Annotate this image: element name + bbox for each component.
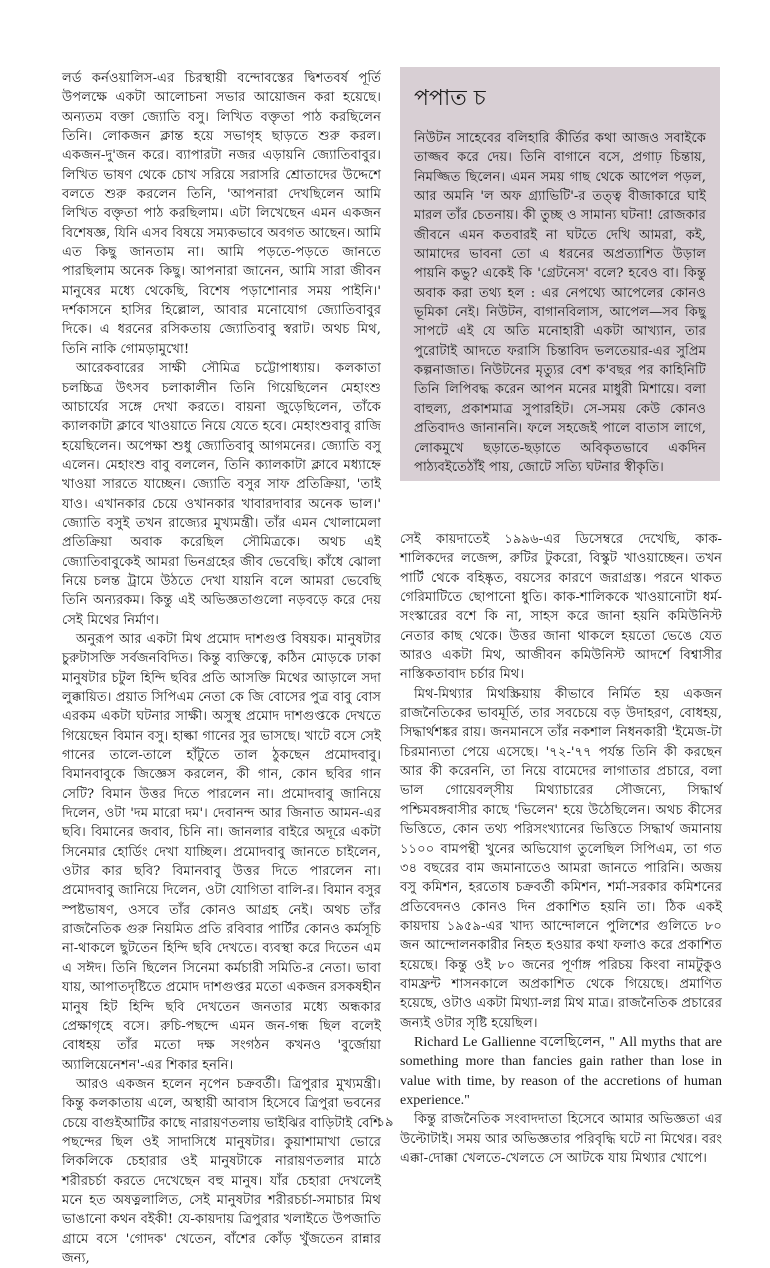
sidebar-box [400, 67, 720, 481]
sidebar-body: নিউটন সাহেবের বলিহারি কীর্তির কথা আজও সবাইকে তাজ্জব করে দেয়। তিনি বাগানে বসে, প্রগাঢ় চিন্তায়, নিমজ্জিত ছিলেন। এমন সময় গাছ থেকে আপেল পড়ল, আর অমনি 'ল অফ গ্র্যাভিটি'-র তত্ত্ব বীজাকারে ঘাই মারল তাঁর চেতনায়। কী তুচ্ছ ও সামান্য ঘটনা! রোজকার জীবনে এমন কতবারই না ঘটতে দেখি আমরা, কই, আমাদের ভাবনা তো এ ধরনের অপ্রত্যাশিত উড়াল পায়নি কভু? একেই কি 'গ্রেটনেস' বলে? হবেও বা। কিন্তু অবাক করা তথ্য হল : এর নেপথ্যে আপেলের কোনও ভূমিকা নেই। নিউটন, বাগানবিলাস, আপেল—সব কিছু সাপটে এই যে অতি মনোহারী একটা আখ্যান, তার পুরোটাই আদতে ফরাসি চিন্তাবিদ ভলতেয়ার-এর সুপ্রিম কল্পনাজাত। নিউটনের মৃত্যুর বেশ ক'বছর পর কাহিনিটি তিনি লিপিবদ্ধ করেন আপন মনের মাধুরী মিশায়ে। বলা বাহুল্য, প্রকাশমাত্র সুপারহিট। সে-সময় কেউ কোনও প্রতিবাদও জানাননি। ফলে সহজেই পালে বাতাস লাগে, লোকমুখে ছড়াতে-ছড়াতে অবিকৃতভাবে একদিন পাঠ্যবইতেঠাঁই পায়, জোটে সত্যি ঘটনার স্বীকৃতি। [414, 131, 706, 475]
paragraph-crows-feeding: সেই কায়দাতেই ১৯৯৬-এর ডিসেম্বরে দেখেছি, কাক-শালিকদের লজেন্স, রুটির টুকরো, বিস্কুট খাওয়াচ্ছেন। তখন পার্টি থেকে বহিষ্কৃত, বয়সের কারণে জরাগ্রস্ত। পরনে থাকত গেরিমাটিতে ছোপানো ধুতি। কাক-শালিককে খাওয়ানোটা ধর্ম-সংস্কারের বশে কি না, সাহস করে জানা হয়নি কমিউনিস্ট নেতার কাছ থেকে। উত্তর জানা থাকলে হয়তো ভেঙে যেত আরও একটা মিথ, আজীবন কমিউনিস্ট আদর্শে বিশ্বাসীর নাস্তিকতাবাদ চর্চার মিথ। [400, 532, 722, 683]
paragraph-soumitra-anecdote: আরেকবারের সাক্ষী সৌমিত্র চট্টোপাধ্যায়। কলকাতা চলচ্চিত্র উৎসব চলাকালীন তিনি গিয়েছিলেন মেহাংশু আচার্যের সঙ্গে দেখা করতে। বায়না জুড়েছিলেন, তাঁকে ক্যালকাটা ক্লাবে খাওয়াতে নিয়ে যেতে হবে। মেহাংশুবাবু রাজি হয়েছিলেন। অপেক্ষা শুধু জ্যোতিবাবু আগমনের। জ্যোতি বসু এলেন। মেহাংশু বাবু বললেন, তিনি ক্যালকাটা ক্লাবে মধ্যাহ্নে খাওয়া সারতে যাচ্ছেন। জ্যোতি বসুর সাফ প্রতিক্রিয়া, 'তাই যাও। এখানকার চেয়ে ওখানকার খাবারদাবার অনেক ভাল।' জ্যোতি বসুই তখন রাজ্যের মুখ্যমন্ত্রী। তাঁর এমন খোলামেলা প্রতিক্রিয়া অবাক করেছিল সৌমিত্রকে। অথচ এই জ্যোতিবাবুকেই আমরা ভিনগ্রহের জীব ভেবেছি। কাঁধে ঝোলা নিয়ে চলন্ত ট্রামে উঠতে দেখা যায়নি বলে আমরা ভেবেছি তিনি অন্যরকম। কিন্তু এই অভিজ্ঞতাগুলো নড়বড়ে করে দেয় সেই মিথের নির্মাণ। [62, 361, 381, 628]
paragraph-conclusion: কিন্তু রাজনৈতিক সংবাদদাতা হিসেবে আমার অভিজ্ঞতা এর উল্টোটাই। সময় আর অভিজ্ঞতার পরিবৃদ্ধি ঘটে না মিথের। বরং এক্কা-দোক্কা খেলতে-খেলতে সে আটকে যায় মিথ্যার খোপে। [400, 1112, 722, 1166]
paragraph-siddhartha-ray: মিথ-মিথ্যার মিথস্ক্রিয়ায় কীভাবে নির্মিত হয় একজন রাজনৈতিকের ভাবমূর্তি, তার সবচেয়ে বড় উদাহরণ, বোধহয়, সিদ্ধার্থশঙ্কর রায়। জনমানসে তাঁর নকশাল নিধনকারী 'ইমেজ-টা চিরমান্যতা পেয়ে এসেছে। '৭২-'৭৭ পর্যন্ত তিনি কী করছেন আর কী করেননি, তা নিয়ে বামেদের লাগাতার প্রচারে, বলা ভাল গোয়েবল্‌সীয় মিথ্যাচারের সৌজন্যে, সিদ্ধার্থ পশ্চিমবঙ্গবাসীর কাছে 'ভিলেন' হয়ে উঠেছিলেন। অথচ কীসের ভিত্তিতে, কোন তথ্য পরিসংখ্যানের ভিত্তিতে সিদ্ধার্থ জমানায় ১১০০ বামপন্থী খুনের অভিযোগ তুলেছিল সিপিএম, তা গত ৩৪ বছরের বাম জমানাতেও আমরা জানতে পারিনি। অজয় বসু কমিশন, হরতোষ চক্রবর্তী কমিশন, শর্মা-সরকার কমিশনের প্রতিবেদনও কোনও দিন প্রকাশিত হয়নি তা। ঠিক একই কায়দায় ১৯৫৯-এর খাদ্য আন্দোলনে পুলিশের গুলিতে ৮০ জন আন্দোলনকারীর নিহত হওয়ার কথা ফলাও করে প্রকাশিত হয়েছে। কিন্তু ওই ৮০ জনের পূর্ণাঙ্গ পরিচয় কিংবা নামটুকুও বামফ্রন্ট শাসনকালে অপ্রকাশিত থেকে গিয়েছে। প্রমাণিত হয়েছে, ওটাও একটা মিথ্যা-লগ্ন মিথ মাত্র। রাজনৈতিক প্রচারের জন্যই ওটার সৃষ্টি হয়েছিল। [400, 686, 722, 1031]
left-column [62, 69, 381, 1268]
right-column [400, 530, 722, 1168]
paragraph-jyoti-basu-speech: লর্ড কর্নওয়ালিস-এর চিরস্থায়ী বন্দোবস্তের দ্বিশতবর্ষ পূর্তি উপলক্ষে একটা আলোচনা সভার আয়োজন করা হয়েছে। অন্যতম বক্তা জ্যোতি বসু। লিখিত বক্তৃতা পাঠ করছিলেন তিনি। লোকজন ক্লান্ত হয়ে সভাগৃহ ছাড়তে শুরু করল। একজন-দু'জন করে। ব্যাপারটা নজর এড়ায়নি জ্যোতিবাবুর। লিখিত ভাষণ থেকে চোখ সরিয়ে সরাসরি শ্রোতাদের উদ্দেশে বলতে শুরু করলেন তিনি, 'আপনারা দেখছিলেন আমি লিখিত বক্তৃতা পাঠ করছিলাম। এটা লিখেছেন এমন একজন বিশেষজ্ঞ, যিনি এসব বিষয়ে সম্যকভাবে অবগত আছেন। আমি এত কিছু জানতাম না। আমি পড়তে-পড়তে জানতে পারছিলাম অনেক কিছু। আপনারা জানেন, আমি সারা জীবন মানুষের মধ্যে থেকেছি, বিশেষ পড়াশোনার সময় পাইনি।' দর্শকাসনে হাসির হিল্লোল, আবার মনোযোগ জ্যোতিবাবুর দিকে। এ ধরনের রসিকতায় জ্যোতিবাবু স্বরাট। অথচ মিথ, তিনি নাকি গোমড়ামুখো! [62, 71, 381, 357]
quote-text: " All myths that are something more than fancies gain rather than lose in value with time, by reason of the accretions of human experience." [400, 1034, 722, 1108]
sidebar-title: পপাত চ [414, 86, 486, 111]
quote-paragraph [400, 1033, 722, 1110]
page-number: ১৯ [376, 1115, 394, 1130]
paragraph-promode-dasgupta: অনুরূপ আর একটা মিথ প্রমোদ দাশগুপ্ত বিষয়ক। মানুষটার চুরুটাসক্তি সর্বজনবিদিত। কিন্তু ব্যক্তিত্বে, কঠিন মোড়কে ঢাকা মানুষটার চটুল হিন্দি ছবির প্রতি আসক্তি মিথের আড়ালে সদা লুক্কায়িত। প্রয়াত সিপিএম নেতা কে জি বোসের পুত্র বাবু বোস এরকম একটা ঘটনার সাক্ষী। অসুস্থ প্রমোদ দাশগুপ্তকে দেখতে গিয়েছেন বিমান বসু। হাল্কা গানের সুর ভাসছে। খাটে বসে সেই গানের তালে-তালে হাঁটুতে তাল ঠুকছেন প্রমোদবাবু। বিমানবাবুকে জিজ্ঞেস করলেন, কী গান, কোন ছবির গান সেটি? বিমান উত্তর দিতে পারলেন না। প্রমোদবাবু জানিয়ে দিলেন, ওটা 'দম মারো দম'। দেবানন্দ আর জিনাত আমন-এর ছবি। বিমানের জবাব, চিনি না। জানলার বাইরে অদূরে একটা সিনেমার হোর্ডিং দেখা যাচ্ছিল। প্রমোদবাবু জানতে চাইলেন, ওটার কার ছবি? বিমানবাবু উত্তর দিতে পারলেন না। প্রমোদবাবু জানিয়ে দিলেন, ওটা যোগিতা বালি-র। বিমান বসুর স্পষ্টভাষণ, ওসবে তাঁর কোনও আগ্রহ নেই। অথচ তাঁর রাজনৈতিক গুরু নিয়মিত প্রতি রবিবার পার্টির কোনও কর্মসূচি না-থাকলে ছুটতেন হিন্দি ছবি দেখতে। ব্যবস্থা করে দিতেন এম এ সঈদ। তিনি ছিলেন সিনেমা কর্মচারী সমিতি-র নেতা। ভাবা যায়, আপাতদৃষ্টিতে প্রমোদ দাশগুপ্তর মতো একজন রসকষহীন মানুষ হিট হিন্দি ছবি দেখতেন জনতার মধ্যে অন্ধকার প্রেক্ষাগৃহে বসে। রুচি-পছন্দে এমন জন-গন্ধ ছিল বলেই বোধহয় তাঁর মতো দক্ষ সংগঠন কখনও 'বুর্জোয়া অ্যালিয়েনেশন'-এর শিকার হননি। [62, 631, 381, 1073]
paragraph-nripen-chakraborty: আরও একজন হলেন নৃপেন চক্রবর্তী। ত্রিপুরার মুখ্যমন্ত্রী। কিন্তু কলকাতায় এলে, অস্থায়ী আবাস হিসেবে ত্রিপুরা ভবনের চেয়ে বাগুইআটির কাছে নারায়ণতলায় ভাইঝির বাড়িটাই বেশি পছন্দের ছিল ওই সাদাসিধে মানুষটার। কুয়াশামাখা ভোরে লিকলিকে চেহারার ওই মানুষটাকে নারায়ণতলার মাঠে শরীরচর্চা করতে দেখেছেন বহু মানুষ। যাঁর চেহারা দেখলেই মনে হত অষত্নলালিত, সেই মানুষটার শরীরচর্চা-সমাচার মিথ ভাঙানো কথন বইকী! যে-কায়দায় ত্রিপুরার খলাইতে উপজাতি গ্রামে বসে 'গোদক' খেতেন, বাঁশের কোঁড় খুঁজতেন রান্নার জন্য, [62, 1076, 382, 1266]
quote-intro: Richard Le Gallienne বলেছিলেন, [414, 1034, 605, 1050]
